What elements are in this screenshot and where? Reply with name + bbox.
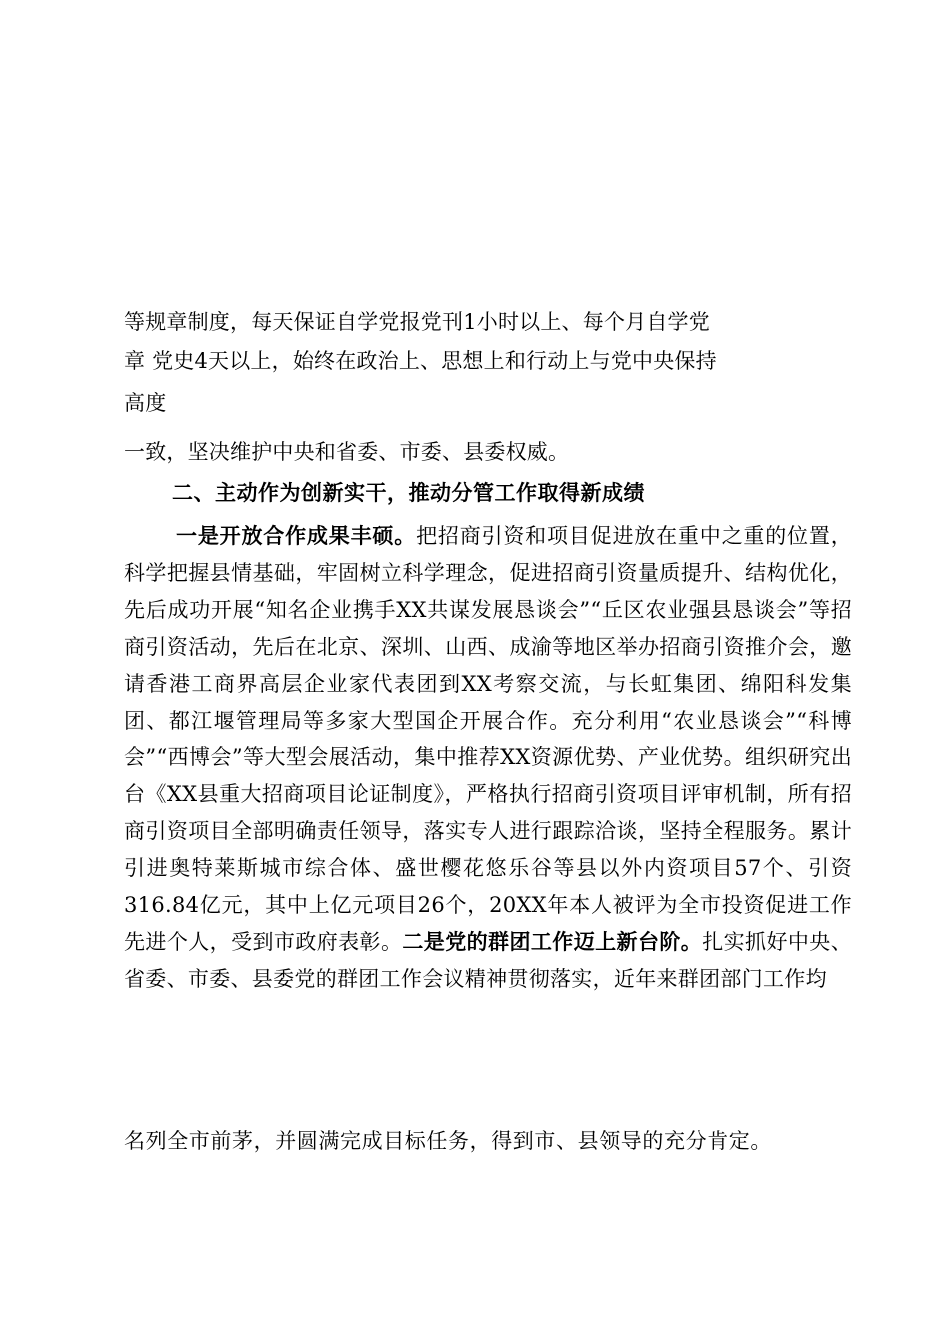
section-heading: 二、主动作为创新实干，推动分管工作取得新成绩 [172, 481, 645, 505]
intro-line-3: 高度 [124, 391, 167, 415]
body-paragraph [124, 518, 852, 998]
para1-lead: 一是开放合作成果丰硕。 [176, 523, 417, 548]
intro-line-4: 一致，坚决维护中央和省委、市委、县委权威。 [124, 440, 570, 464]
para2-text: 扎实抓好中央、省委、市委、县委党的群团工作会议精神贯彻落实，近年来群团部门工作均 [124, 929, 852, 991]
intro-line-1: 等规章制度，每天保证自学党报党刊1小时以上、每个月自学党 [124, 310, 710, 334]
para1-text: 把招商引资和项目促进放在重中之重的位置，科学把握县情基础，牢固树立科学理念，促进招商引资量质提升、结构优化，先后成功开展“知名企业携手XX共谋发展恳谈会”“丘区农业强县恳谈会”等招商引资活动，先后在北京、深圳、山西、成渝等地区举办招商引资推介会，邀请香港工商界高层企业家代表团到XX考察交流，与长虹集团、绵阳科发集团、都江堰管理局等多家大型国企开展合作。充分利用“农业恳谈会”“科博会”“西博会”等大型会展活动，集中推荐XX资源优势、产业优势。组织研究出台《XX县重大招商项目论证制度》，严格执行招商引资项目评审机制，所有招商引资项目全部明确责任领导，落实专人进行跟踪洽谈，坚持全程服务。累计引进奥特莱斯城市综合体、盛世樱花悠乐谷等县以外内资项目57个、引资316.84亿元，其中上亿元项目26个，20XX年本人被评为全市投资促进工作先进个人，受到市政府表彰。 [124, 524, 852, 954]
closing-line: 名列全市前茅，并圆满完成目标任务，得到市、县领导的充分肯定。 [124, 1129, 772, 1153]
intro-line-2: 章 党史4天以上，始终在政治上、思想上和行动上与党中央保持 [124, 349, 717, 373]
para2-lead: 二是党的群团工作迈上新台阶。 [402, 928, 703, 954]
